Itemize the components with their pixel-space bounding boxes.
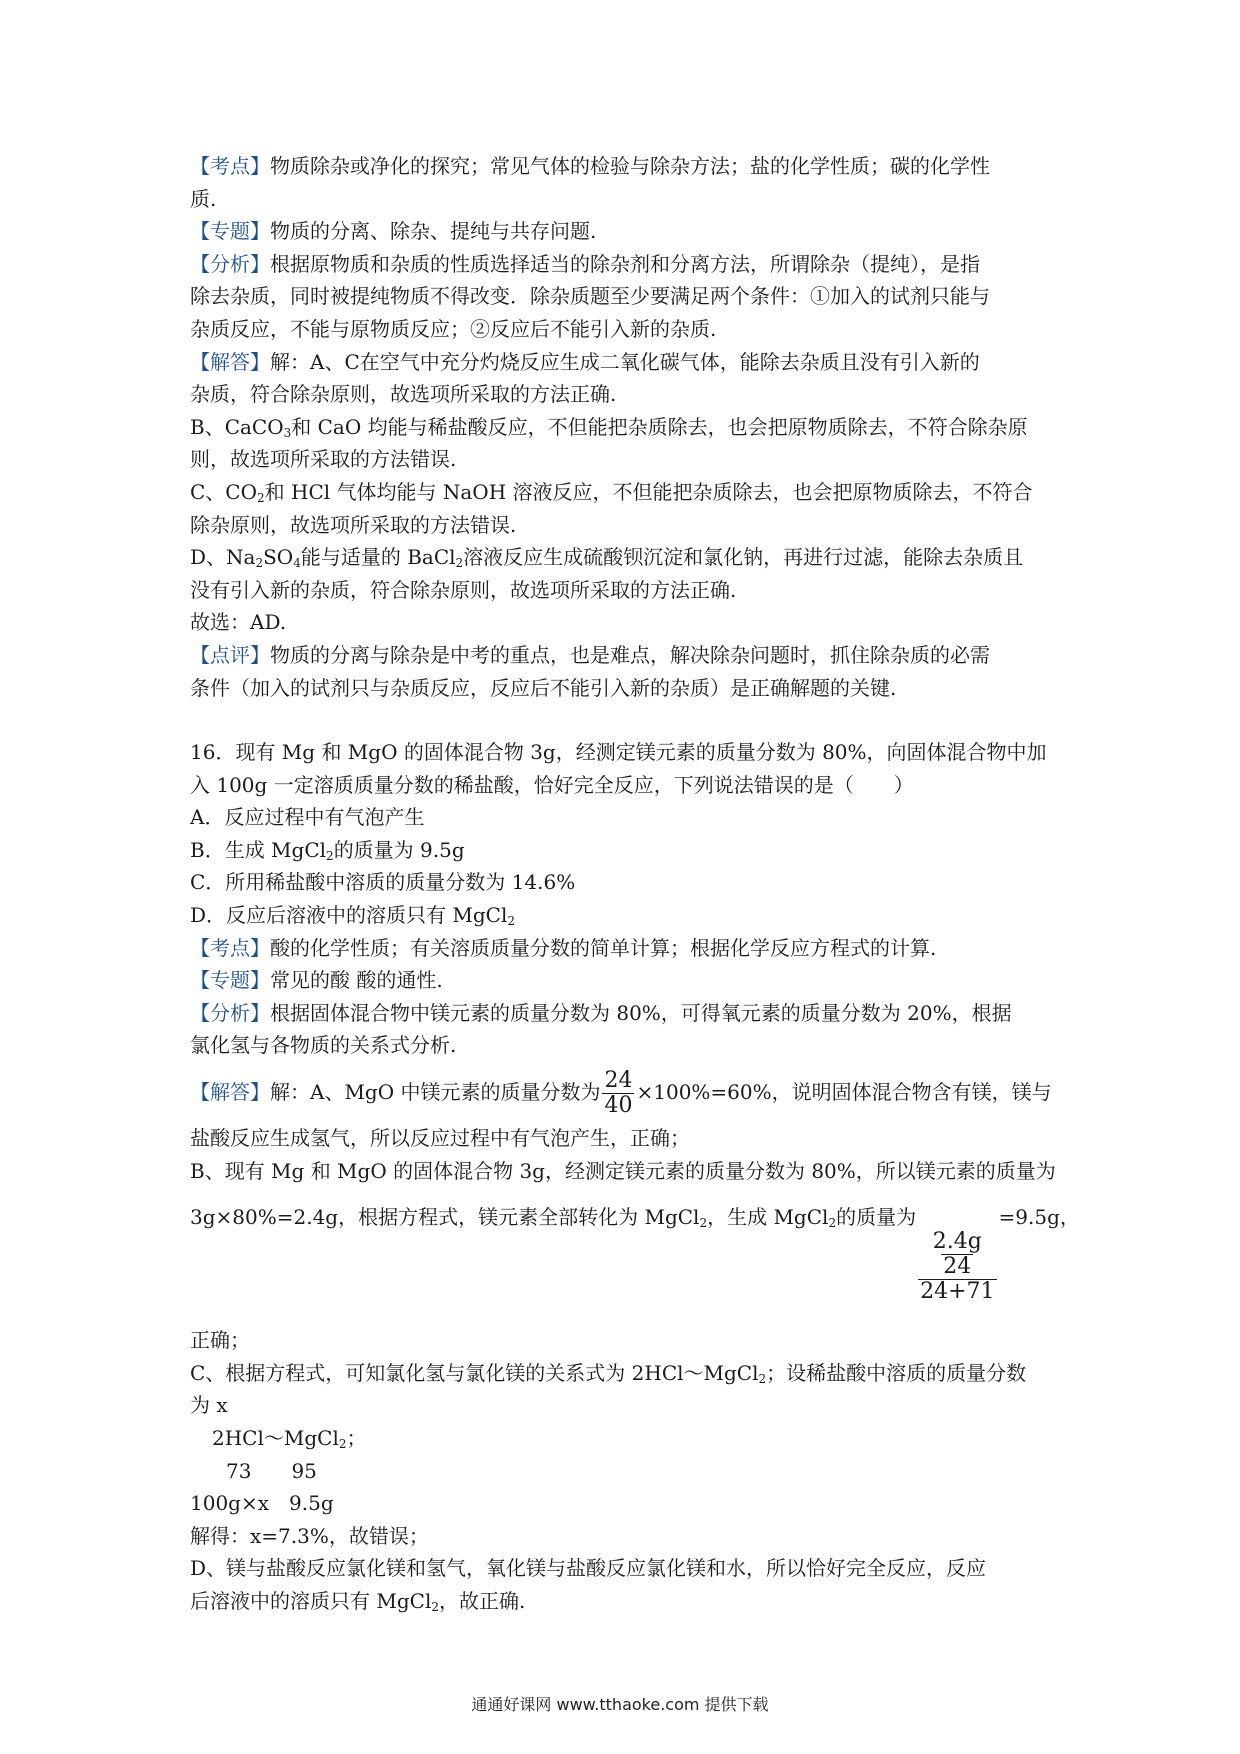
- subscript: 2: [507, 914, 516, 929]
- q16-solve: 解得：x=7.3%，故错误；: [190, 1523, 429, 1548]
- q15-jieda-cont: 杂质，符合除杂原则，故选项所采取的方法正确.: [190, 382, 617, 407]
- fraction-numerator: 24: [604, 1068, 633, 1094]
- text-run: 的质量为: [836, 1205, 917, 1230]
- q15-option-d-analysis-cont: 没有引入新的杂质，符合除杂原则，故选项所采取的方法正确.: [190, 577, 737, 602]
- text-run: C、根据方程式，可知氯化氢与氯化镁的关系式为 2HCl～MgCl: [190, 1360, 759, 1385]
- text-run: ，故正确.: [438, 1588, 526, 1613]
- q15-answer: 故选：AD.: [190, 610, 287, 635]
- jieda-text: 解：A、C在空气中充分灼烧反应生成二氧化碳气体，能除去杂质且没有引入新的: [270, 349, 980, 374]
- q16-option-d: [190, 899, 1060, 932]
- q16-zhuanti: [190, 964, 1060, 997]
- q16-jieda-d: D、镁与盐酸反应氯化镁和氢气，氧化镁与盐酸反应氯化镁和水，所以恰好完全反应，反应: [190, 1556, 987, 1581]
- q16-option-a: A．反应过程中有气泡产生: [190, 805, 425, 830]
- subscript: 4: [293, 556, 301, 571]
- fenxi-text: 根据原物质和杂质的性质选择适当的除杂剂和分离方法，所谓除杂（提纯），是指: [270, 251, 980, 276]
- text-run: 后溶液中的溶质只有 MgCl: [190, 1588, 432, 1613]
- q15-jieda: [190, 346, 1060, 379]
- subscript: 2: [758, 1371, 767, 1386]
- text-run: 解：A、MgO 中镁元素的质量分数为: [270, 1080, 601, 1105]
- q16-molar-masses: 73 95: [226, 1458, 317, 1483]
- text-run: B．生成 MgCl: [190, 837, 327, 862]
- text-run: SO: [263, 545, 294, 570]
- q16-relation: [190, 1422, 1060, 1455]
- text-run: D、Na: [190, 545, 256, 570]
- q16-stem: 16．现有 Mg 和 MgO 的固体混合物 3g，经测定镁元素的质量分数为 80%，向固体混合物中加: [190, 740, 1047, 765]
- document-body: [190, 150, 1080, 1618]
- fraction-inner-numerator: 24: [943, 1254, 972, 1280]
- q15-option-d-analysis: [190, 541, 1060, 574]
- kaodian-tag: 【考点】: [190, 154, 270, 178]
- q16-quantities: 100g×x 9.5g: [190, 1491, 334, 1516]
- text-run: ；设稀盐酸中溶质的质量分数: [766, 1360, 1027, 1385]
- q16-jieda: [190, 1062, 1060, 1122]
- compound-fraction: [918, 1230, 996, 1304]
- q16-kaodian: [190, 932, 1060, 965]
- zhuanti-text: 物质的分离、除杂、提纯与共存问题.: [270, 219, 597, 244]
- q16-jieda-a-cont: 盐酸反应生成氢气，所以反应过程中有气泡产生，正确；: [190, 1126, 690, 1151]
- kaodian-text: 酸的化学性质；有关溶质质量分数的简单计算；根据化学反应方程式的计算.: [270, 935, 937, 960]
- text-run: 3g×80%=2.4g，根据方程式，镁元素全部转化为 MgCl: [190, 1205, 700, 1230]
- subscript: 2: [255, 556, 264, 571]
- subscript: 2: [257, 490, 265, 505]
- subscript: 2: [338, 1437, 347, 1451]
- fenxi-tag: 【分析】: [190, 1000, 270, 1025]
- q16-jieda-c: [190, 1357, 1060, 1390]
- q15-dianping-cont: 条件（加入的试剂只与杂质反应，反应后不能引入新的杂质）是正确解题的关键.: [190, 675, 897, 700]
- q16-option-b: [190, 834, 1060, 867]
- text-run: ，生成 MgCl: [707, 1205, 829, 1230]
- fraction-inner-denominator: 24+71: [920, 1279, 995, 1305]
- subscript: 2: [326, 848, 334, 863]
- text-run: C、CO: [190, 479, 258, 504]
- q15-zhuanti: [190, 215, 1060, 248]
- q15-dianping: [190, 639, 1060, 672]
- subscript: 3: [283, 425, 292, 440]
- q15-option-b-analysis-cont: 则，故选项所采取的方法错误.: [190, 447, 457, 472]
- text-run: 和 HCl 气体均能与 NaOH 溶液反应，不但能把杂质除去，也会把原物质除去，不符合: [264, 479, 1033, 504]
- fenxi-tag: 【分析】: [190, 251, 270, 276]
- q16-fenxi: [190, 997, 1060, 1030]
- subscript: 2: [455, 556, 464, 571]
- q16-jieda-d-cont: [190, 1585, 1060, 1618]
- section-gap: [190, 704, 1060, 736]
- q16-fenxi-cont: 氯化氢与各物质的关系式分析.: [190, 1033, 457, 1058]
- q15-kaodian-cont: 质.: [190, 186, 217, 211]
- kaodian-text: 物质除杂或净化的探究；常见气体的检验与除杂方法；盐的化学性质；碳的化学性: [270, 154, 990, 178]
- q15-fenxi-cont-2: 杂质反应，不能与原物质反应；②反应后不能引入新的杂质.: [190, 316, 717, 341]
- fraction-numerator: 2.4g: [932, 1229, 982, 1255]
- zhuanti-text: 常见的酸 酸的通性.: [270, 968, 443, 993]
- q16-jieda-b: B、现有 Mg 和 MgO 的固体混合物 3g，经测定镁元素的质量分数为 80%，所以镁元素的质量为: [190, 1158, 1056, 1183]
- q15-option-b-analysis: [190, 411, 1060, 444]
- zhuanti-tag: 【专题】: [190, 219, 270, 244]
- subscript: 2: [828, 1216, 837, 1231]
- fenxi-text: 根据固体混合物中镁元素的质量分数为 80%，可得氧元素的质量分数为 20%，根据: [270, 1000, 1012, 1025]
- text-run: 的质量为 9.5g: [333, 837, 465, 862]
- dianping-text: 物质的分离与除杂是中考的重点，也是难点，解决除杂问题时，抓住除杂质的必需: [270, 642, 990, 667]
- q16-jieda-b-conclusion: 正确；: [190, 1328, 250, 1353]
- q15-option-c-analysis-cont: 除杂原则，故选项所采取的方法错误.: [190, 512, 517, 537]
- q15-fenxi: [190, 248, 1060, 281]
- q16-jieda-b-cont: [190, 1201, 1080, 1305]
- zhuanti-tag: 【专题】: [190, 968, 270, 993]
- q15-kaodian: [190, 150, 1060, 183]
- text-run: =9.5g，: [998, 1205, 1080, 1230]
- text-run: 能与适量的 BaCl: [300, 545, 456, 570]
- text-run: ；: [346, 1426, 367, 1450]
- text-run: 2HCl～MgCl: [212, 1426, 339, 1450]
- kaodian-tag: 【考点】: [190, 935, 270, 960]
- text-run: 溶液反应生成硫酸钡沉淀和氯化钠，再进行过滤，能除去杂质且: [463, 545, 1024, 570]
- fraction-denominator: 40: [604, 1093, 633, 1119]
- jieda-tag: 【解答】: [190, 1080, 270, 1105]
- q16-jieda-c-cont: 为 x: [190, 1393, 228, 1418]
- q16-option-c: C．所用稀盐酸中溶质的质量分数为 14.6%: [190, 870, 576, 895]
- fraction-24-40: [602, 1069, 634, 1118]
- q16-stem-cont: 入 100g 一定溶质质量分数的稀盐酸，恰好完全反应，下列说法错误的是（ ）: [190, 772, 914, 797]
- jieda-tag: 【解答】: [190, 349, 270, 374]
- subscript: 2: [699, 1216, 708, 1231]
- text-run: D．反应后溶液中的溶质只有 MgCl: [190, 903, 508, 928]
- text-run: 和 CaO 均能与稀盐酸反应，不但能把杂质除去，也会把原物质除去，不符合除杂原: [291, 414, 1028, 439]
- text-run: B、CaCO: [190, 414, 284, 439]
- text-run: ×100%=60%，说明固体混合物含有镁，镁与: [636, 1080, 1052, 1105]
- dianping-tag: 【点评】: [190, 642, 270, 667]
- page-footer: 通通好课网 www.tthaoke.com 提供下载: [471, 1695, 769, 1714]
- q15-fenxi-cont-1: 除去杂质，同时被提纯物质不得改变．除杂质题至少要满足两个条件：①加入的试剂只能与: [190, 284, 990, 309]
- subscript: 2: [431, 1599, 439, 1614]
- q15-option-c-analysis: [190, 476, 1060, 509]
